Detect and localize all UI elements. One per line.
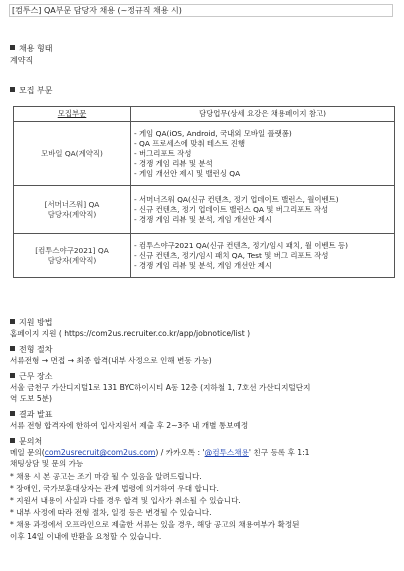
table-row	[14, 234, 395, 278]
notice-item: * 지원서 내용이 사실과 다를 경우 합격 및 입사가 취소될 수 있습니다.	[10, 496, 241, 505]
list-item: - 경쟁 게임 리뷰 및 분석	[134, 159, 391, 169]
table-header-row	[14, 107, 395, 122]
duty-cell	[131, 234, 395, 278]
process-heading: 전형 절차	[10, 345, 52, 355]
result-heading: 결과 발표	[10, 410, 52, 420]
list-item: - QA 프로세스에 맞춰 테스트 진행	[134, 139, 391, 149]
notice-item: 이후 14일 이내에 반환을 요청할 수 있습니다.	[10, 532, 162, 541]
contact-line-1: 메일 문의(com2usrecruit@com2us.com) / 카카오톡 : '@컴투스채용' 친구 등록 후 1:1	[10, 448, 310, 457]
role-cell: [서머너즈워] QA 담당자(계약직)	[14, 186, 131, 234]
role-cell: [컴투스야구2021] QA 담당자(계약직)	[14, 234, 131, 278]
square-bullet-icon	[10, 319, 15, 324]
col-header-duty: 담당업무(상세 요강은 채용페이지 참고)	[131, 107, 395, 122]
kakao-channel-link[interactable]: @컴투스채용	[204, 448, 249, 457]
list-item: - 신규 컨텐츠, 정기/임시 패치 QA, Test 및 버그 리포트 작성	[134, 251, 391, 261]
list-item: - 경쟁 게임 리뷰 및 분석, 게임 개선안 제시	[134, 261, 391, 271]
location-heading: 근무 장소	[10, 372, 52, 382]
result-value: 서류 전형 합격자에 한하여 입사지원서 제출 후 2~3주 내 개별 통보예정	[10, 421, 249, 430]
employment-heading: 채용 형태	[10, 44, 52, 54]
list-item: - 게임 QA(iOS, Android, 국내외 모바일 플랫폼)	[134, 129, 391, 139]
square-bullet-icon	[10, 45, 15, 50]
table-row	[14, 186, 395, 234]
list-item: - 경쟁 게임 리뷰 및 분석, 게임 개선안 제시	[134, 215, 391, 225]
notice-item: * 채용 시 본 공고는 조기 마감 될 수 있음을 알려드립니다.	[10, 472, 202, 481]
location-line-1: 서울 금천구 가산디지털1로 131 BYC하이시티 A동 12층 (지하철 1, 7호선 가산디지털단지	[10, 383, 311, 392]
square-bullet-icon	[10, 346, 15, 351]
square-bullet-icon	[10, 411, 15, 416]
duty-cell	[131, 186, 395, 234]
list-item: - 컴투스야구2021 QA(신규 컨텐츠, 정기/임시 패치, 월 이벤트 등)	[134, 241, 391, 251]
recruit-table	[13, 106, 395, 278]
role-cell: 모바일 QA(계약직)	[14, 122, 131, 186]
square-bullet-icon	[10, 438, 15, 443]
notice-item: * 장애인, 국가보훈대상자는 관계 법령에 의거하여 우대 합니다.	[10, 484, 219, 493]
email-link[interactable]: com2usrecruit@com2us.com	[44, 448, 156, 457]
table-row	[14, 122, 395, 186]
square-bullet-icon	[10, 87, 15, 92]
employment-value: 계약직	[10, 56, 34, 65]
col-header-role: 모집부문	[14, 107, 131, 122]
location-line-2: 역 도보 5분)	[10, 394, 52, 403]
contact-heading: 문의처	[10, 437, 42, 447]
apply-value: 홈페이지 지원 ( https://com2us.recruiter.co.kr/app/jobnotice/list )	[10, 329, 251, 338]
duty-cell	[131, 122, 395, 186]
list-item: - 신규 컨텐츠, 정기 업데이트 밸런스 QA 및 버그리포트 작성	[134, 205, 391, 215]
list-item: - 게임 개선안 제시 및 밸런싱 QA	[134, 169, 391, 179]
square-bullet-icon	[10, 373, 15, 378]
list-item: - 서머너즈워 QA(신규 컨텐츠, 정기 업데이트 밸런스, 월이벤트)	[134, 195, 391, 205]
list-item: - 버그리포트 작성	[134, 149, 391, 159]
notice-item: * 채용 과정에서 오프라인으로 제출한 서류는 있을 경우, 해당 공고의 채용여부가 확정된	[10, 520, 300, 529]
apply-heading: 지원 방법	[10, 318, 52, 328]
contact-line-2: 채팅상담 및 문의 가능	[10, 459, 84, 468]
posting-title: [컴투스] QA부문 담당자 채용 (~정규직 채용 시)	[9, 4, 393, 17]
notice-item: * 내부 사정에 따라 전형 절차, 일정 등은 변경될 수 있습니다.	[10, 508, 212, 517]
recruit-heading: 모집 부문	[10, 86, 52, 96]
process-value: 서류전형 → 면접 → 최종 합격(내부 사정으로 인해 변동 가능)	[10, 356, 212, 365]
